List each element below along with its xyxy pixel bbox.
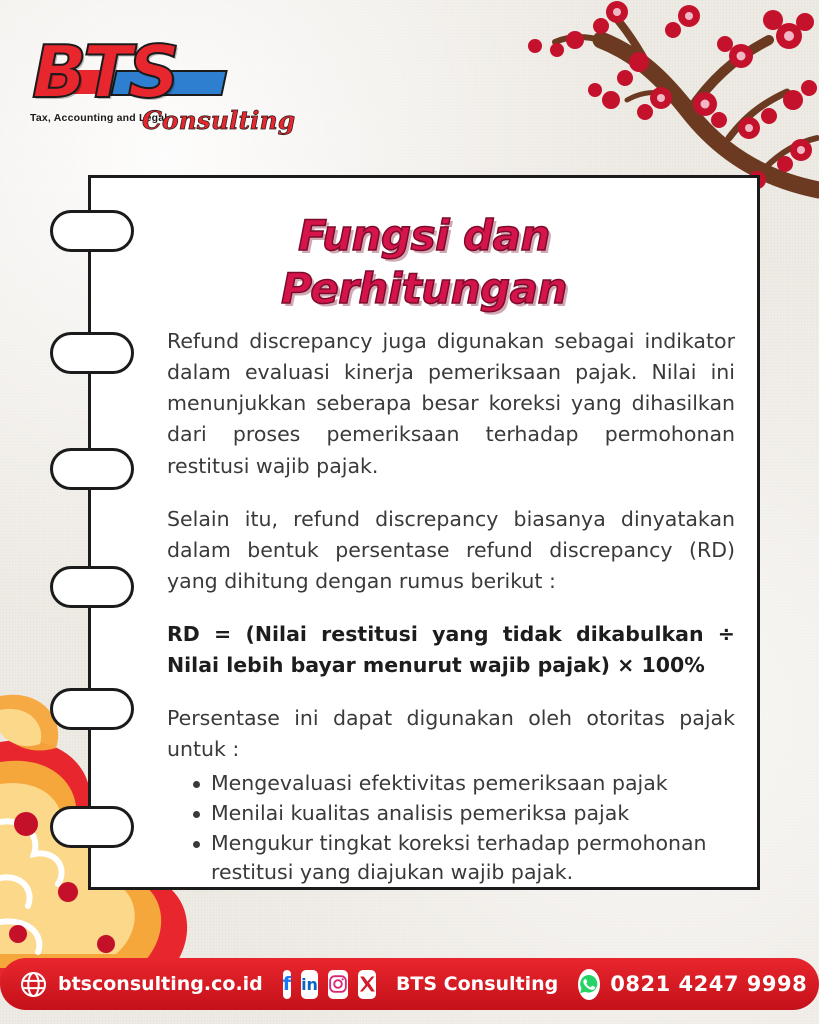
title-line-1: Fungsi dan <box>298 211 550 260</box>
x-twitter-icon[interactable] <box>358 970 376 999</box>
list-item: Mengevaluasi efektivitas pemeriksaan pajak <box>189 769 735 798</box>
binder-ring <box>50 806 134 848</box>
binder-rings <box>50 198 146 868</box>
whatsapp-icon[interactable] <box>578 969 600 1000</box>
card-body <box>167 326 735 889</box>
linkedin-icon[interactable]: in <box>301 970 318 999</box>
page-title <box>91 210 757 315</box>
binder-ring <box>50 448 134 490</box>
binder-ring <box>50 332 134 374</box>
paragraph-2: Selain itu, refund discrepancy biasanya dinyatakan dalam bentuk persentase refund discrepancy (RD) yang dihitung dengan rumus berikut : <box>167 506 735 594</box>
paragraph-1: Refund discrepancy juga digunakan sebagai indikator dalam evaluasi kinerja pemeriksaan pajak. Nilai ini menunjukkan seberapa besar koreksi yang dihasilkan dari proses pemeriksaan terhadap permohonan restitusi wajib pajak. <box>167 329 735 478</box>
formula-text: RD = (Nilai restitusi yang tidak dikabulkan ÷ Nilai lebih bayar menurut wajib pajak) × 100% <box>167 622 735 677</box>
logo-subtitle: Consulting <box>142 106 296 135</box>
title-line-2: Perhitungan <box>281 263 567 313</box>
binder-ring <box>50 566 134 608</box>
list-item: Menilai kualitas analisis pemeriksa pajak <box>189 799 735 828</box>
phone-label[interactable]: 0821 4247 9998 <box>610 972 808 996</box>
content-card <box>88 175 760 890</box>
facebook-icon[interactable]: f <box>283 970 291 999</box>
list-item: Mengukur tingkat koreksi terhadap permohonan restitusi yang diajukan wajib pajak. <box>189 829 735 887</box>
website-label[interactable]: btsconsulting.co.id <box>58 973 263 995</box>
logo-wordmark: BTS <box>32 30 176 114</box>
social-handle-label: BTS Consulting <box>395 973 559 995</box>
globe-icon <box>18 969 48 999</box>
binder-ring <box>50 688 134 730</box>
footer-bar <box>0 958 819 1010</box>
logo-tagline: Tax, Accounting and Legal <box>30 112 168 124</box>
bullet-list <box>189 769 735 887</box>
instagram-icon[interactable] <box>328 970 348 999</box>
binder-ring <box>50 210 134 252</box>
paragraph-3: Persentase ini dapat digunakan oleh otoritas pajak untuk : <box>167 705 735 761</box>
brand-logo <box>18 24 296 135</box>
